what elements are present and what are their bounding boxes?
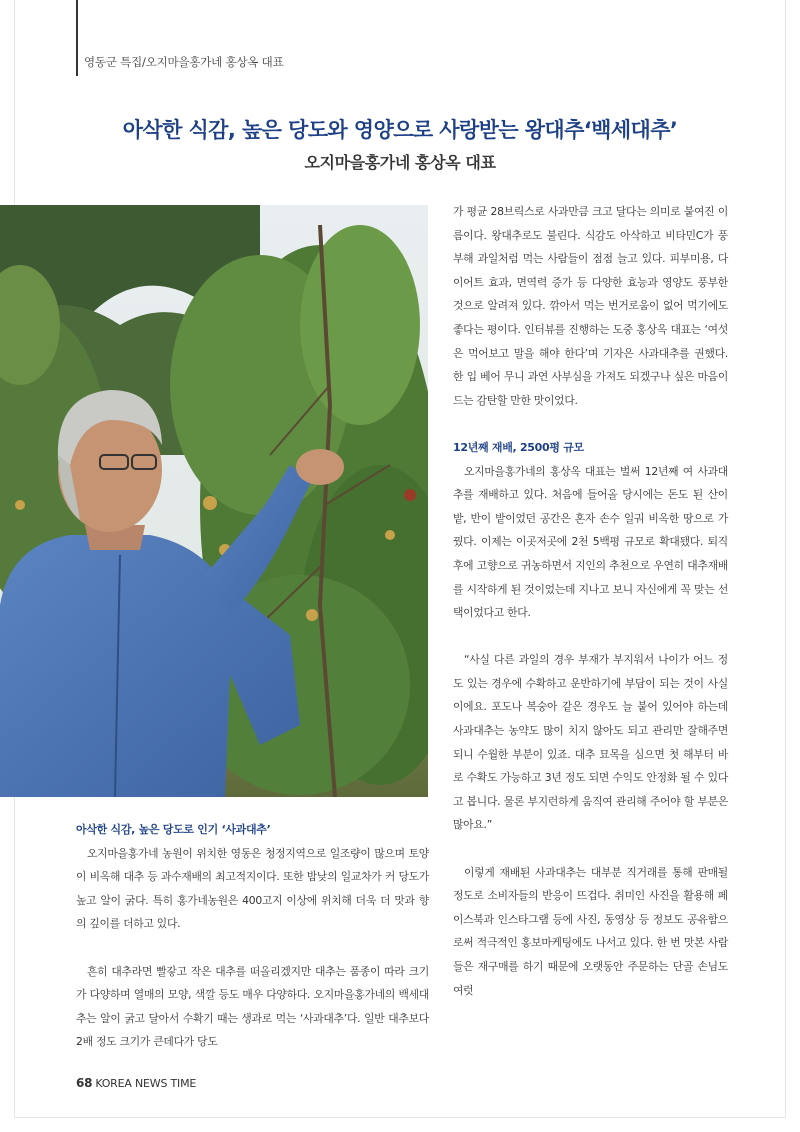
section-label bbox=[76, 54, 284, 70]
right-paragraph-1: 가 평균 28브릭스로 사과만큼 크고 달다는 의미로 붙여진 이름이다. 왕대추로도 불린다. 식감도 아삭하고 비타민C가 풍부해 과일처럼 먹는 사람들이 점점 늘고 있다. 피부미용, 다이어트 효과, 면역력 증가 등 다양한 효능과 영양도 풍부한 것으로 알려져 있다. 깎아서 먹는 번거로움이 없어 먹기에도 좋다는 평이다. 인터뷰를 진행하는 도중 홍상옥 대표는 ‘여섯은 먹어보고 말을 해야 한다’며 기자은 사과대추를 권했다. 한 입 베어 무니 과연 사부심을 가져도 되겠구나 싶은 마음이 드는 감탄할 만한 맛이었다. bbox=[453, 205, 728, 407]
right-column-subtitle: 12년째 재배, 2500평 규모 bbox=[453, 440, 584, 454]
section-label-text: 영동군 특집/오지마을홍가네 홍상옥 대표 bbox=[84, 55, 284, 69]
page-footer bbox=[76, 1076, 196, 1090]
photo-farmer-jujube-tree bbox=[0, 205, 428, 797]
left-column-subtitle: 아삭한 식감, 높은 당도로 인기 ‘사과대추’ bbox=[76, 823, 271, 836]
subheadline: 오지마을홍가네 홍상옥 대표 bbox=[304, 153, 496, 172]
article-photo bbox=[0, 205, 428, 797]
left-paragraph-2: 흔히 대추라면 빨갛고 작은 대추를 떠올리겠지만 대추는 품종이 따라 크기가 다양하며 열매의 모양, 색깔 등도 매우 다양하다. 오지마을홍가네의 백세대추는 알이 굵고 달아서 수확기 때는 생과로 먹는 ‘사과대추’다. 일반 대추보다 2배 정도 크기가 큰데다가 당도 bbox=[76, 964, 429, 1049]
headline: 아삭한 식감, 높은 당도와 영양으로 사랑받는 왕대추‘백세대추’ bbox=[122, 118, 678, 142]
interview-quote: “사실 다른 과일의 경우 부재가 부지워서 나이가 어느 정도 있는 경우에 수확하고 운반하기에 부담이 되는 것이 사실이에요. 포도나 복숭아 같은 경우도 늘 붙어 있어야 하는데 사과대추는 농약도 많이 치지 않아도 되고 관리만 잘해주면 되니 수월한 부분이 있죠. 대추 묘목을 심으면 첫 해부터 바로 수확도 가능하고 3년 정도 되면 수익도 안정화 될 수 있다고 봅니다. 물론 부지런하게 움직여 관리해 주어야 할 부분은 많아요.” bbox=[453, 653, 728, 832]
right-column bbox=[453, 200, 728, 1002]
page-number: 68 bbox=[76, 1076, 93, 1090]
left-column bbox=[76, 818, 429, 1054]
right-paragraph-3: 이렇게 재배된 사과대추는 대부분 직거래를 통해 판매될 정도로 소비자들의 반응이 뜨겁다. 취미인 사진을 활용해 페이스북과 인스타그램 등에 사진, 동영상 등 정보도 공유함으로써 적극적인 홍보마케팅에도 나서고 있다. 한 번 맛본 사람들은 재구매를 하기 때문에 오랫동안 주문하는 단골 손님도 여럿 bbox=[453, 865, 728, 997]
publication-name: KOREA NEWS TIME bbox=[95, 1077, 197, 1090]
left-paragraph-1: 오지마을홍가네 농원이 위치한 영동은 청정지역으로 일조량이 많으며 토양이 비옥해 대추 등 과수재배의 최고적지이다. 또한 밤낮의 일교차가 커 당도가 높고 알이 굵다. 특히 홍가네농원은 400고지 이상에 위치해 더욱 더 맛과 향의 깊이를 더하고 있다. bbox=[76, 846, 429, 931]
right-paragraph-2: 오지마을홍가네의 홍상옥 대표는 벌써 12년째 여 사과대추를 재배하고 있다. 처음에 들어올 당시에는 돈도 된 산이 밭, 반이 밭이었던 공간은 혼자 손수 일궈 비옥한 땅으로 가꿨다. 이제는 이곳저곳에 2천 5백평 규모로 확대됐다. 퇴직 후에 고향으로 귀농하면서 지인의 추천으로 우연히 대추재배를 시작하게 된 것이었는데 지나고 보니 자신에게 꼭 맞는 선택이었다고 한다. bbox=[453, 464, 728, 620]
